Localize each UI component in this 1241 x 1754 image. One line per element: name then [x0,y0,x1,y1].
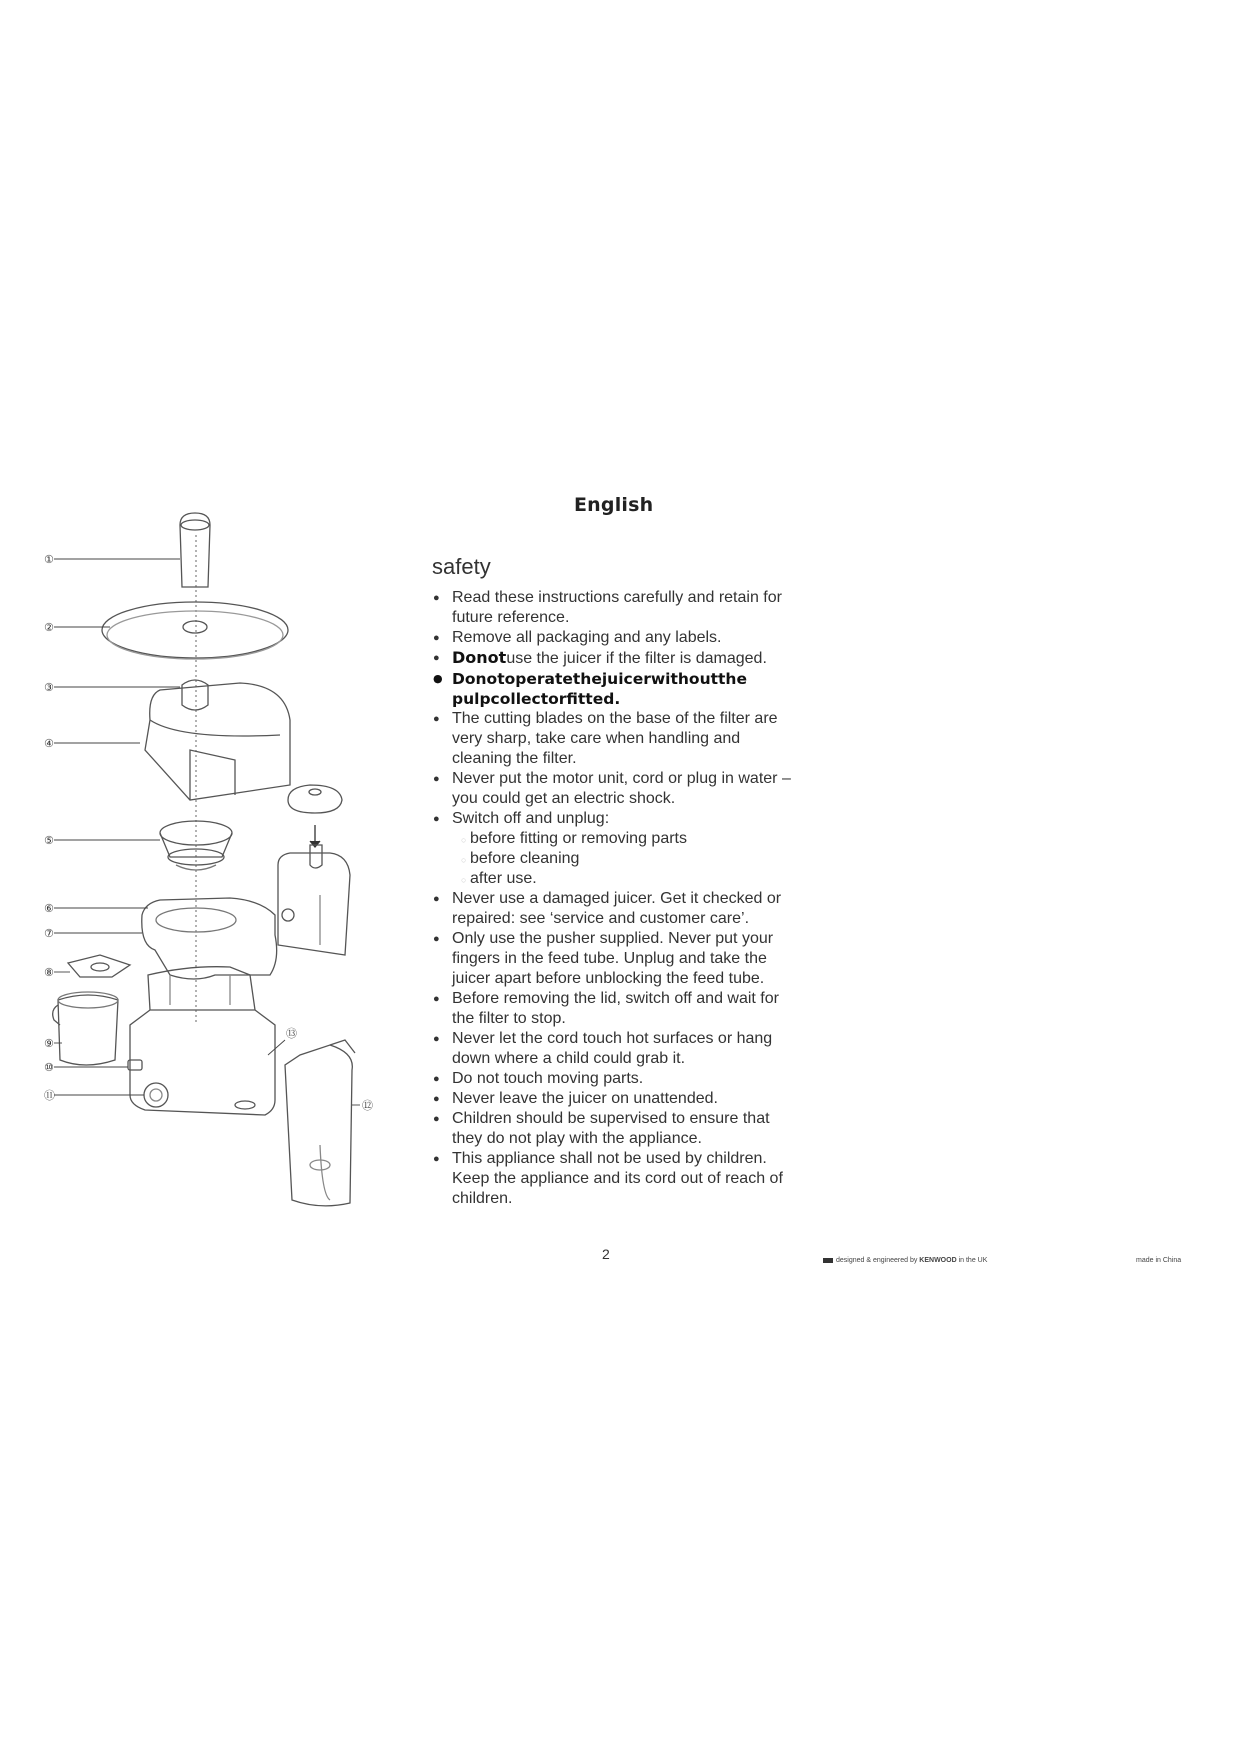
safety-item: ● Do not touch moving parts. [430,1069,800,1089]
exploded-juicer-diagram [30,505,410,1225]
safety-list [430,588,800,1209]
footer-location: in the UK [958,1257,988,1264]
callout-5: ⑤ [44,834,54,847]
sub-item: ○ after use. [452,869,800,889]
callout-9: ⑨ [44,1037,54,1050]
callout-7: ⑦ [44,927,54,940]
callout-6: ⑥ [44,902,54,915]
safety-item: ● Read these instructions carefully and retain for future reference. [430,588,800,628]
sub-list [452,829,800,889]
safety-item: ● Never let the cord touch hot surfaces or hang down where a child could grab it. [430,1029,800,1069]
page-heading: English [574,494,654,516]
safety-item: ● Only use the pusher supplied. Never put your fingers in the feed tube. Unplug and take the juicer apart before unblocking the feed tube. [430,929,800,989]
safety-section [430,554,800,1209]
safety-item: ● Before removing the lid, switch off and wait for the filter to stop. [430,989,800,1029]
safety-item-text: use the juicer if the filter is damaged. [506,650,767,667]
footer-designed: designed & engineered by [836,1257,918,1264]
safety-item: ● Never leave the juicer on unattended. [430,1089,800,1109]
bold-prefix: Donot [452,648,507,667]
callout-12: ⑫ [362,1099,373,1112]
safety-item: ● This appliance shall not be used by children. Keep the appliance and its cord out of reach of children. [430,1149,800,1209]
callout-13: ⑬ [286,1027,297,1040]
safety-item: ● Remove all packaging and any labels. [430,628,800,648]
safety-item: ● Never use a damaged juicer. Get it checked or repaired: see ‘service and customer care’. [430,889,800,929]
page-number: 2 [602,1246,610,1262]
sub-item: ○ before cleaning [452,849,800,869]
callout-4: ④ [44,737,54,750]
safety-item [430,809,800,889]
brand-name: KENWOOD [919,1257,957,1264]
footer-credit [823,1257,987,1264]
callout-8: ⑧ [44,966,54,979]
safety-item-warning: ● Donotoperatethejuicerwithoutthe pulpcollectorfitted. [430,669,800,709]
safety-item: ● Children should be supervised to ensure that they do not play with the appliance. [430,1109,800,1149]
safety-item: ● The cutting blades on the base of the filter are very sharp, take care when handling and cleaning the filter. [430,709,800,769]
callout-1: ① [44,553,54,566]
section-title: safety [432,554,491,579]
safety-item: ● Never put the motor unit, cord or plug in water – you could get an electric shock. [430,769,800,809]
callout-2: ② [44,621,54,634]
callout-3: ③ [44,681,54,694]
uk-flag-icon [823,1258,833,1263]
callout-10: ⑩ [44,1061,54,1074]
safety-item-text: Switch off and unplug: [452,810,610,827]
safety-item [430,648,800,669]
sub-item: ○ before fitting or removing parts [452,829,800,849]
footer-made-in: made in China [1136,1257,1182,1264]
callout-11: ⑪ [44,1089,55,1102]
